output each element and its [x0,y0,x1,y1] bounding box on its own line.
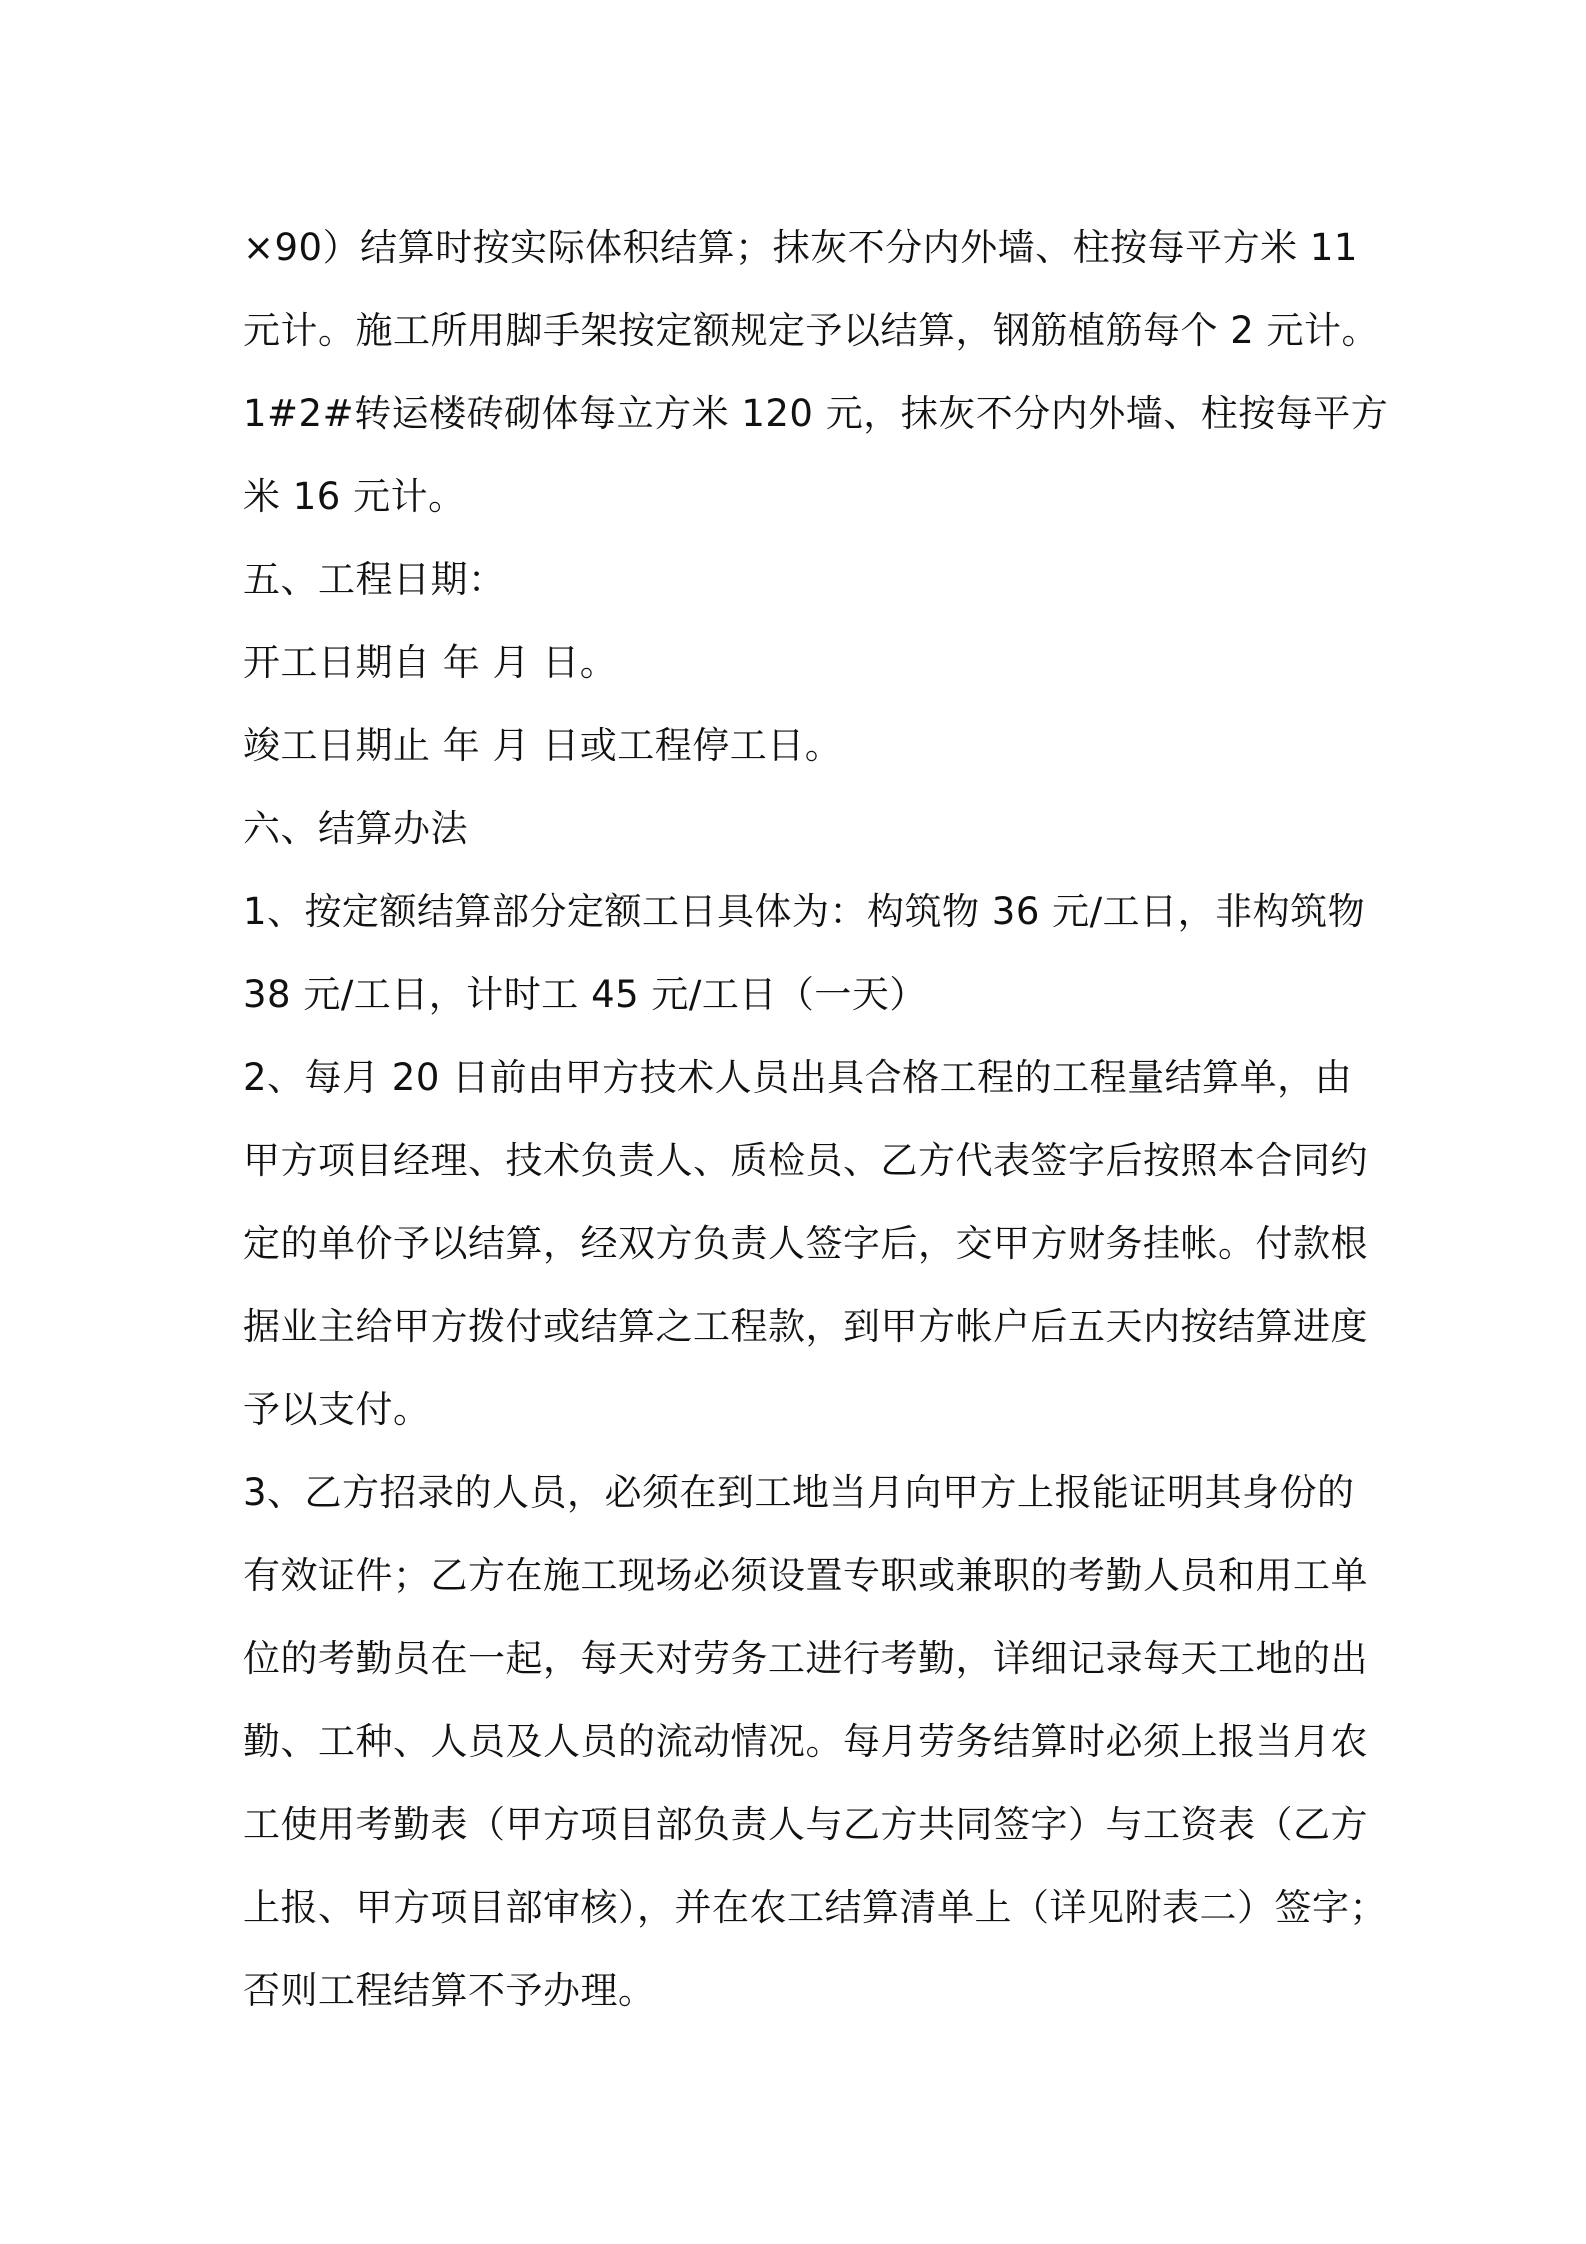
text-line: 位的考勤员在一起，每天对劳务工进行考勤，详细记录每天工地的出 [243,1637,1368,1680]
text-line: 38 元/工日，计时工 45 元/工日（一天） [243,973,927,1016]
text-line: 予以支付。 [243,1388,431,1431]
text-line: 2、每月 20 日前由甲方技术人员出具合格工程的工程量结算单，由 [243,1056,1353,1099]
text-line: 1#2#转运楼砖砌体每立方米 120 元，抹灰不分内外墙、柱按每平方 [243,392,1389,435]
text-line: 定的单价予以结算，经双方负责人签字后，交甲方财务挂帐。付款根 [243,1222,1368,1265]
text-line: 否则工程结算不予办理。 [243,1969,656,2012]
text-line: 有效证件；乙方在施工现场必须设置专职或兼职的考勤人员和用工单 [243,1554,1368,1597]
text-line: 米 16 元计。 [243,475,466,518]
text-line: 上报、甲方项目部审核），并在农工结算清单上（详见附表二）签字； [243,1886,1387,1929]
text-line: ×90）结算时按实际体积结算；抹灰不分内外墙、柱按每平方米 11 [243,226,1358,269]
text-line: 3、乙方招录的人员，必须在到工地当月向甲方上报能证明其身份的 [243,1471,1355,1514]
section-heading: 五、工程日期： [243,558,506,601]
text-line: 开工日期自 年 月 日。 [243,641,618,684]
section-heading: 六、结算办法 [243,807,468,850]
text-line: 据业主给甲方拨付或结算之工程款，到甲方帐户后五天内按结算进度 [243,1305,1368,1348]
document-body [243,206,1389,2032]
text-line: 元计。施工所用脚手架按定额规定予以结算，钢筋植筋每个 2 元计。 [243,309,1380,352]
text-line: 勤、工种、人员及人员的流动情况。每月劳务结算时必须上报当月农 [243,1720,1368,1763]
text-line: 1、按定额结算部分定额工日具体为：构筑物 36 元/工日，非构筑物 [243,890,1366,933]
text-line: 工使用考勤表（甲方项目部负责人与乙方共同签字）与工资表（乙方 [243,1803,1368,1846]
text-line: 竣工日期止 年 月 日或工程停工日。 [243,724,843,767]
text-line: 甲方项目经理、技术负责人、质检员、乙方代表签字后按照本合同约 [243,1139,1368,1182]
